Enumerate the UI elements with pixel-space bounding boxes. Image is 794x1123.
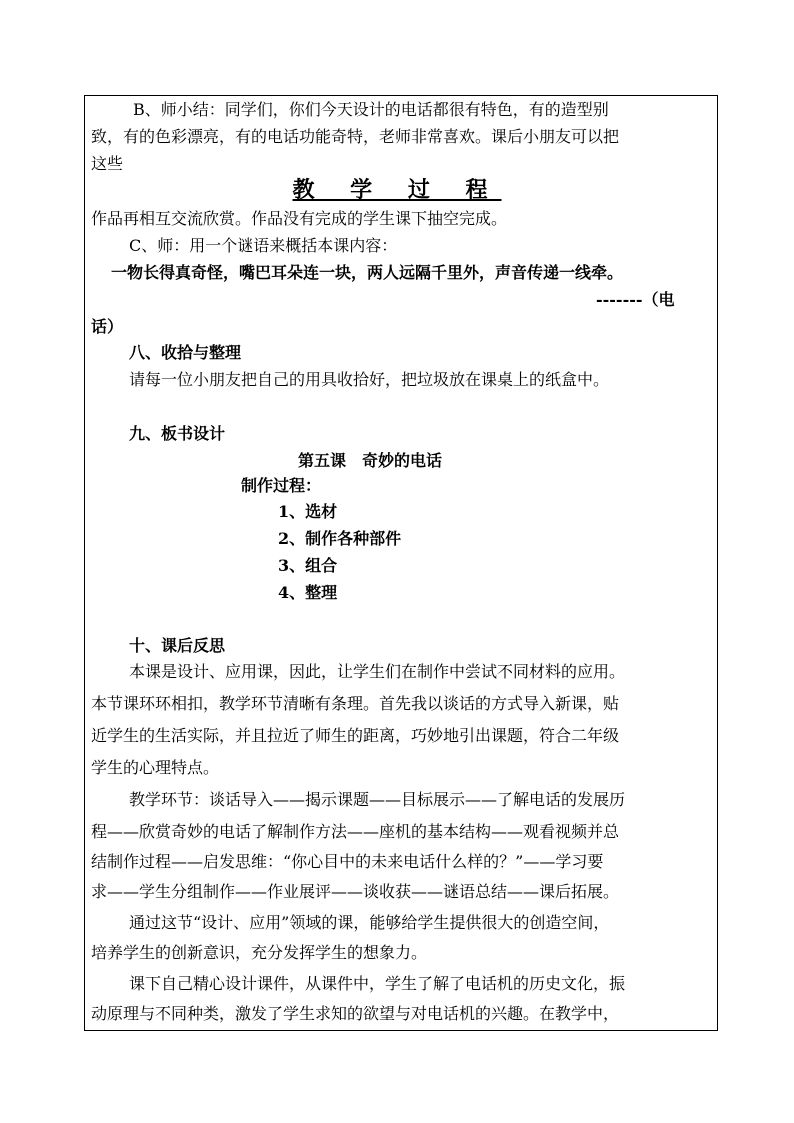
riddle-intro: C、师：用一个谜语来概括本课内容： [129, 236, 398, 255]
step-2: 2、制作各种部件 [278, 529, 402, 548]
summary-line-4: 作品再相互交流欣赏。作品没有完成的学生课下抽空完成。 [91, 209, 508, 228]
section-8-text: 请每一位小朋友把自己的用具收拾好，把垃圾放在课桌上的纸盒中。 [129, 370, 610, 389]
reflection-p1-line3: 近学生的生活实际，并且拉近了师生的距离，巧妙地引出课题，符合二年级 [91, 726, 620, 745]
section-heading: 教 学 过 程 [292, 177, 502, 203]
reflection-p1-line2: 本节课环环相扣，教学环节清晰有条理。首先我以谈话的方式导入新课，贴 [91, 694, 620, 713]
reflection-p1-line1: 本课是设计、应用课，因此，让学生们在制作中尝试不同材料的应用。 [129, 662, 626, 681]
reflection-p2-line1: 教学环节：谈话导入——揭示课题——目标展示——了解电话的发展历 [129, 790, 626, 809]
riddle-answer-suffix: 话） [91, 317, 124, 336]
step-4: 4、整理 [278, 583, 338, 602]
summary-line-2: 致，有的色彩漂亮，有的电话功能奇特，老师非常喜欢。课后小朋友可以把 [91, 127, 620, 146]
reflection-p3-line2: 培养学生的创新意识，充分发挥学生的想象力。 [91, 943, 428, 962]
reflection-p4-line2: 动原理与不同种类，激发了学生求知的欲望与对电话机的兴趣。在教学中， [91, 1004, 620, 1023]
summary-line-3: 这些 [91, 154, 124, 173]
board-title: 第五课 奇妙的电话 [298, 451, 443, 470]
section-9-title: 九、板书设计 [129, 424, 226, 443]
reflection-p2-line4: 求——学生分组制作——作业展评——谈收获——谜语总结——课后拓展。 [91, 882, 620, 901]
step-3: 3、组合 [278, 556, 338, 575]
reflection-p2-line3: 结制作过程——启发思维：“你心目中的未来电话什么样的？”——学习要 [91, 852, 604, 871]
section-10-title: 十、课后反思 [129, 636, 226, 655]
reflection-p4-line1: 课下自己精心设计课件，从课件中，学生了解了电话机的历史文化，振 [129, 974, 626, 993]
step-1: 1、选材 [278, 502, 338, 521]
reflection-p3-line1: 通过这节“设计、应用”领域的课，能够给学生提供很大的创造空间， [129, 913, 610, 932]
process-label: 制作过程： [241, 476, 322, 495]
riddle-answer-prefix: -------（电 [596, 290, 675, 309]
reflection-p2-line2: 程——欣赏奇妙的电话了解制作方法——座机的基本结构——观看视频并总 [91, 822, 620, 841]
reflection-p1-line4: 学生的心理特点。 [91, 758, 220, 777]
section-8-title: 八、收拾与整理 [129, 343, 242, 362]
riddle-text: 一物长得真奇怪，嘴巴耳朵连一块，两人远隔千里外，声音传递一线牵。 [111, 263, 624, 282]
summary-line-1: B、师小结：同学们，你们今天设计的电话都很有特色，有的造型别 [133, 100, 609, 119]
